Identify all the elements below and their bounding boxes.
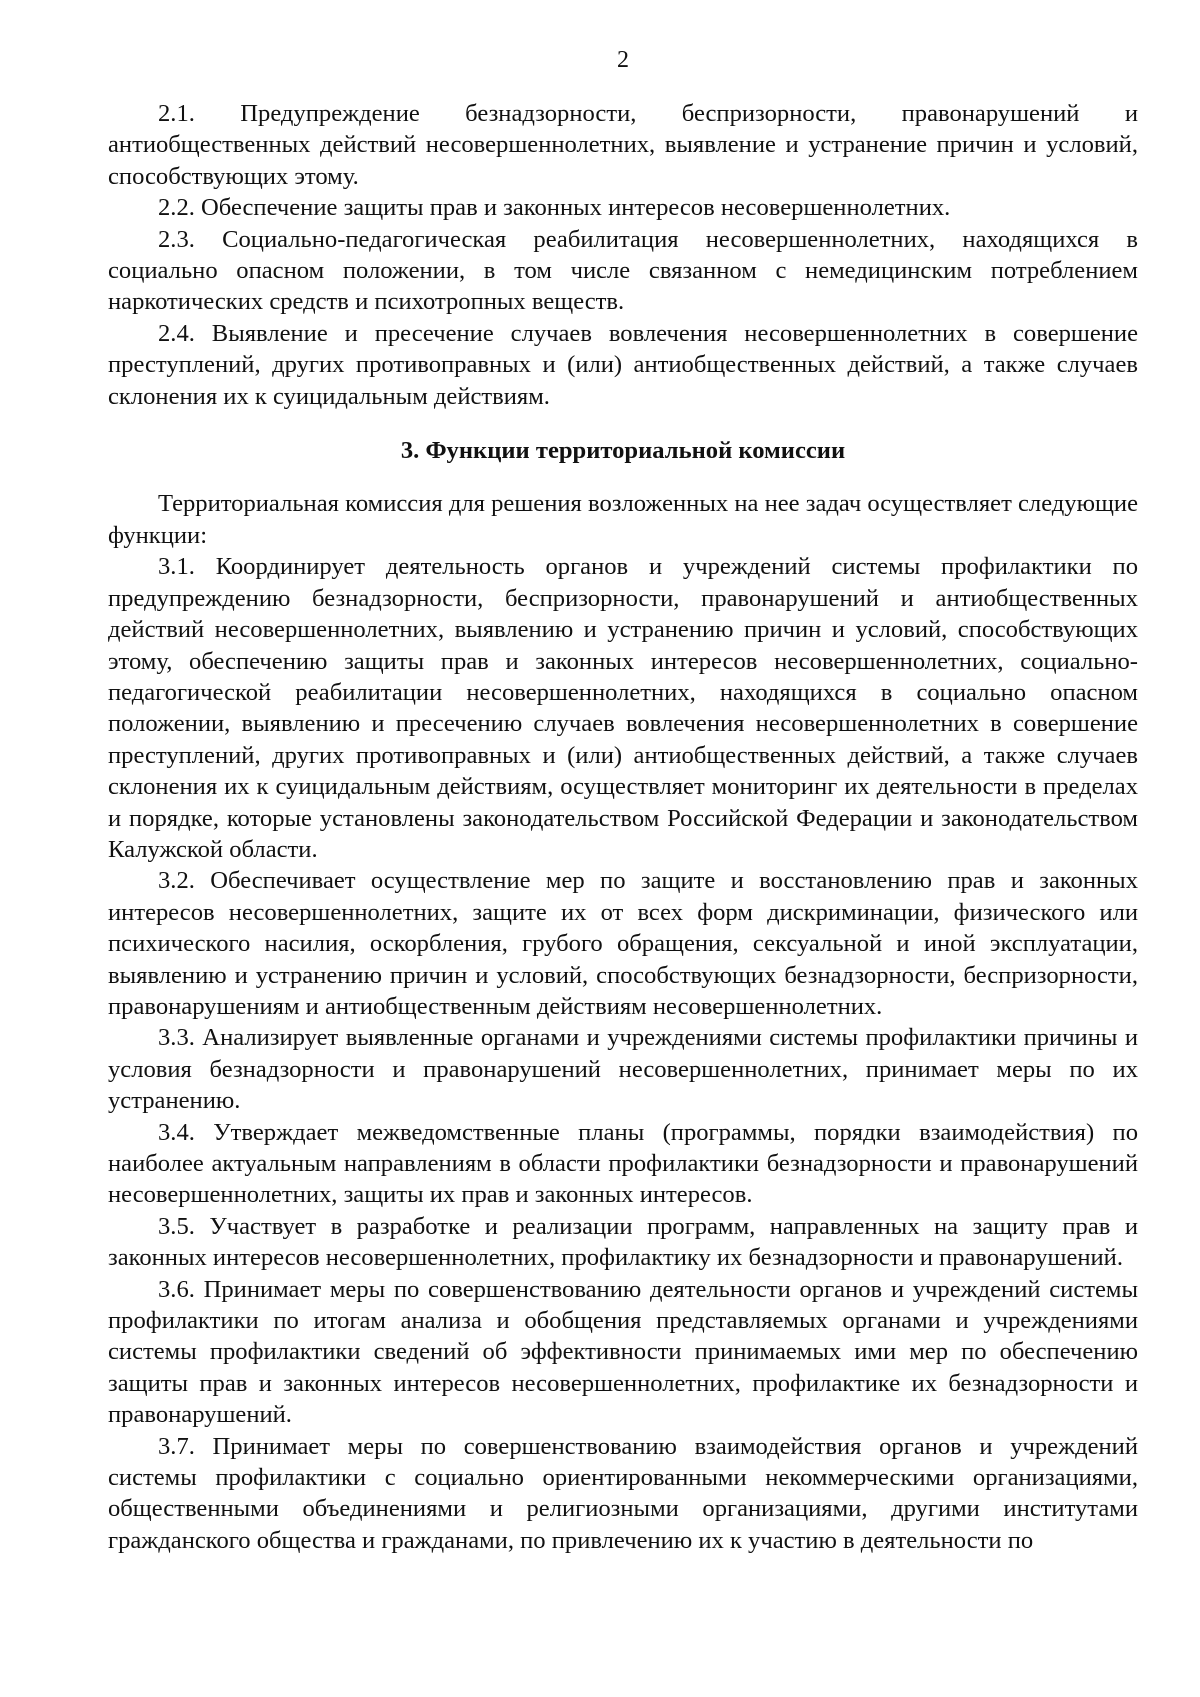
paragraph-3-3: 3.3. Анализирует выявленные органами и учреждениями системы профилактики причины и условия безнадзорности и правонарушений несовершеннолетних, принимает меры по их устранению. — [108, 1024, 1138, 1115]
paragraph-3-5: 3.5. Участвует в разработке и реализации программ, направленных на защиту прав и законных интересов несовершеннолетних, профилактику их безнадзорности и правонарушений. — [108, 1212, 1138, 1272]
paragraph-3-6: 3.6. Принимает меры по совершенствованию деятельности органов и учреждений системы профилактики по итогам анализа и обобщения представляемых органами и учреждениями системы профилактики сведений об эффективности принимаемых ими мер по обеспечению защиты прав и законных интересов несовершеннолетних, профилактике их безнадзорности и правонарушений. — [108, 1275, 1138, 1429]
paragraph-3-7: 3.7. Принимает меры по совершенствованию взаимодействия органов и учреждений системы профилактики с социально ориентированными некоммерческими организациями, общественными объединениями и религиозными организациями, другими институтами гражданского общества и гражданами, по привлечению их к участию в деятельности по — [108, 1432, 1138, 1554]
paragraph-3-4: 3.4. Утверждает межведомственные планы (программы, порядки взаимодействия) по наиболее актуальным направлениям в области профилактики безнадзорности и правонарушений несовершеннолетних, защиты их прав и законных интересов. — [108, 1118, 1138, 1209]
paragraph-2-3: 2.3. Социально-педагогическая реабилитация несовершеннолетних, находящихся в социально опасном положении, в том числе связанном с немедицинским потреблением наркотических средств и психотропных веществ. — [108, 225, 1138, 316]
section-3-intro: Территориальная комиссия для решения возложенных на нее задач осуществляет следующие функции: — [108, 490, 1138, 549]
paragraph-2-4: 2.4. Выявление и пресечение случаев вовлечения несовершеннолетних в совершение преступлений, других противоправных и (или) антиобщественных действий, а также случаев склонения их к суицидальным действиям. — [108, 319, 1138, 410]
section-3-heading: 3. Функции территориальной комиссии — [400, 437, 846, 465]
paragraph-3-2: 3.2. Обеспечивает осуществление мер по защите и восстановлению прав и законных интересов несовершеннолетних, защите их от всех форм дискриминации, физического или психического насилия, оскорбления, грубого обращения, сексуальной и иной эксплуатации, выявлению и устранению причин и условий, способствующих безнадзорности, беспризорности, правонарушениям и антиобщественным действиям несовершеннолетних. — [108, 867, 1138, 1020]
paragraph-2-2: 2.2. Обеспечение защиты прав и законных интересов несовершеннолетних. — [158, 194, 951, 222]
page-number: 2 — [617, 47, 629, 73]
paragraph-3-1: 3.1. Координирует деятельность органов и учреждений системы профилактики по предупреждению безнадзорности, беспризорности, правонарушений и антиобщественных действий несовершеннолетних, выявлению и устранению причин и условий, способствующих этому, обеспечению защиты прав и законных интересов несовершеннолетних, социально-педагогической реабилитации несовершеннолетних, находящихся в социально опасном положении, выявлению и пресечению случаев вовлечения несовершеннолетних в совершение преступлений, других противоправных и (или) антиобщественных действий, а также случаев склонения их к суицидальным действиям, осуществляет мониторинг их деятельности в пределах и порядке, которые установлены законодательством Российской Федерации и законодательством Калужской области. — [108, 553, 1138, 863]
paragraph-2-1: 2.1. Предупреждение безнадзорности, беспризорности, правонарушений и антиобщественных действий несовершеннолетних, выявление и устранение причин и условий, способствующих этому. — [108, 100, 1138, 190]
